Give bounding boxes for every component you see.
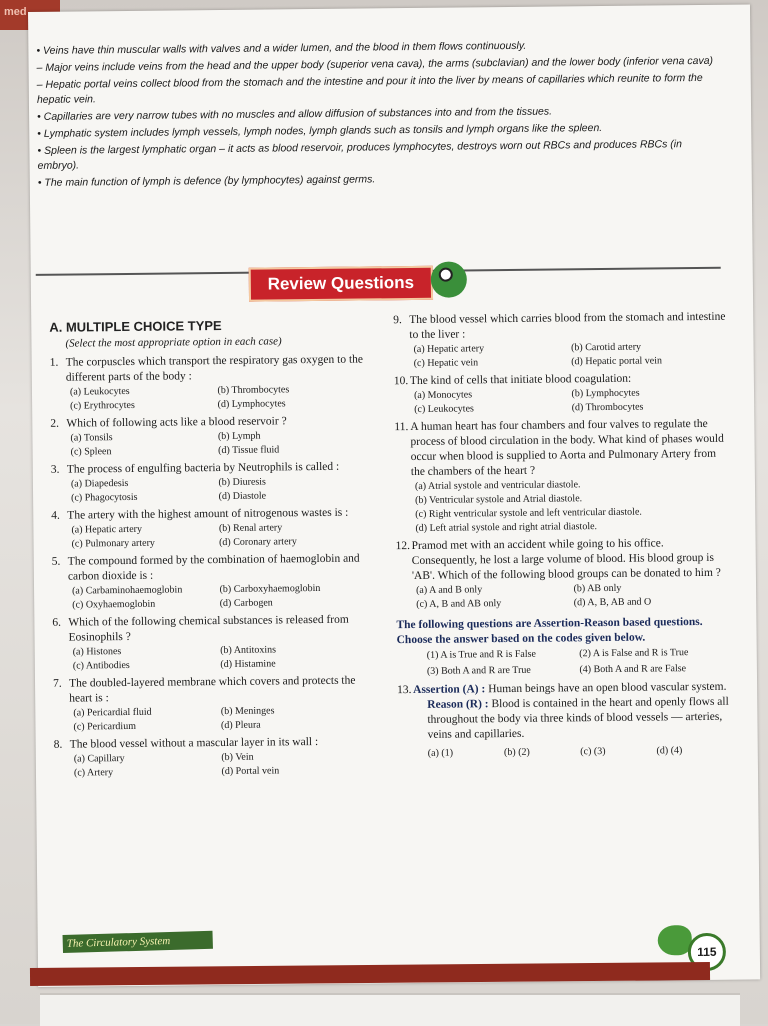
question-options <box>414 386 729 417</box>
question-options <box>72 581 367 612</box>
option-b: (b) Lymph <box>217 430 261 443</box>
question-item <box>52 551 368 612</box>
answer-codes <box>427 645 732 680</box>
left-questions <box>50 352 369 780</box>
question-number: 6. <box>52 616 62 629</box>
option-a: (a) Monocytes <box>413 389 473 401</box>
summary-line <box>37 71 717 108</box>
question-item <box>52 612 368 673</box>
option-a: (a) Leukocytes <box>69 385 130 398</box>
header-fragment: med <box>4 6 27 18</box>
summary-text: Hepatic portal veins collect blood from the stomach and the intestine and pour it into the liver by means of capillaries which reunite to form the hepatic vein. <box>36 71 703 106</box>
summary-bullet: • <box>36 44 41 57</box>
option-d: (d) Thrombocytes <box>571 401 644 414</box>
option-b: (b) Vein <box>221 751 254 764</box>
right-column <box>393 307 733 761</box>
answer-code: (4) Both A and R are False <box>579 663 687 676</box>
review-questions-banner: Review Questions <box>249 266 433 302</box>
summary-bullet: • <box>37 110 41 123</box>
question-stem: The corpuscles which transport the respiratory gas oxygen to the different parts of the body : <box>65 353 364 384</box>
option-a: (a) Hepatic artery <box>413 343 485 355</box>
assertion-text: Human beings have an open blood vascular system. <box>488 680 727 696</box>
question-item <box>51 459 366 505</box>
chapter-footer-tag <box>63 931 213 953</box>
question-13-options <box>428 743 733 761</box>
summary-bullet: • <box>37 176 42 189</box>
left-column <box>49 316 369 780</box>
option-d: (d) Carbogen <box>219 597 273 610</box>
option-b: (b) AB only <box>573 582 622 595</box>
question-stem: Which of the following chemical substances is released from Eosinophils ? <box>68 613 349 644</box>
option-c: (c) Phagocytosis <box>71 491 138 504</box>
option-b: (b) Meninges <box>220 705 275 718</box>
option-c: (c) Leukocytes <box>414 403 474 415</box>
option-c: (c) (3) <box>580 745 606 758</box>
question-number: 1. <box>49 356 59 369</box>
question-stem: The process of engulfing bacteria by Neutrophils is called : <box>66 460 340 476</box>
option-d: (d) Lymphocytes <box>217 398 286 411</box>
question-options <box>70 382 365 413</box>
summary-bullet: – <box>36 78 43 91</box>
summary-points <box>36 35 728 193</box>
assertion-reason-intro: The following questions are Assertion-Reason based questions. Choose the answer based on the codes given below. <box>396 615 703 647</box>
question-options <box>413 340 728 371</box>
question-stem: Pramod met with an accident while going to his office. Consequently, he lost a large volume of blood. His blood group is 'AB'. Which of the following blood groups can be donated to him ? <box>411 537 721 583</box>
option-d: (d) Diastole <box>218 490 267 503</box>
question-item <box>394 417 730 537</box>
question-stem: The blood vessel which carries blood from the stomach and intestine to the liver : <box>409 310 726 342</box>
section-a-title: A. MULTIPLE CHOICE TYPE <box>49 317 222 335</box>
reason-text: Blood is contained in the heart and openly flows all throughout the body via three kinds of blood vessels — arteries, veins and capillaries. <box>427 695 729 741</box>
summary-bullet: – <box>36 61 43 74</box>
option-b: (b) Renal artery <box>218 522 283 535</box>
section-a-subtitle: (Select the most appropriate option in each case) <box>65 335 282 350</box>
summary-text: Veins have thin muscular walls with valves and a wider lumen, and the blood in them flows continuously. <box>42 39 527 57</box>
chameleon-icon <box>431 261 467 297</box>
option-d: (d) Histamine <box>220 658 276 671</box>
option-a: (a) (1) <box>427 747 454 759</box>
question-item <box>53 673 369 734</box>
question-number: 2. <box>50 417 60 430</box>
chapter-name: The Circulatory System <box>66 934 171 950</box>
right-questions <box>393 310 731 612</box>
question-item <box>50 352 366 413</box>
option-c: (c) A, B and AB only <box>416 598 502 610</box>
option-c: (c) Erythrocytes <box>70 399 135 412</box>
question-options <box>416 581 731 612</box>
option-c: (c) Antibodies <box>72 659 130 672</box>
answer-code: (3) Both A and R are True <box>426 664 531 677</box>
page-number: 115 <box>688 933 726 971</box>
assertion-label: Assertion (A) : <box>413 683 486 697</box>
summary-bullet: • <box>37 144 42 157</box>
question-options <box>415 477 731 536</box>
answer-code: (2) A is False and R is True <box>579 647 689 660</box>
option-b: (b) Antitoxins <box>220 644 277 657</box>
summary-text: Spleen is the largest lymphatic organ – it acts as blood reservoir, produces lymphocytes, destroys worn out RBCs and produces RBCs (in embryo). <box>37 138 682 172</box>
question-13 <box>397 680 733 762</box>
question-number: 4. <box>51 509 60 522</box>
option-c: (c) Pericardium <box>73 720 137 733</box>
option-c: (c) Spleen <box>70 446 112 458</box>
summary-bullet: • <box>37 127 42 140</box>
option-a: (a) Atrial systole and ventricular diastole. <box>414 479 581 492</box>
option-c: (c) Right ventricular systole and left ventricular diastole. <box>415 506 642 520</box>
summary-text: Lymphatic system includes lymph vessels, lymph nodes, lymph glands such as tonsils and lymph organs like the spleen. <box>43 121 603 140</box>
option-a: (a) Carbaminohaemoglobin <box>72 584 183 597</box>
question-stem: A human heart has four chambers and four valves to regulate the process of blood circulation in the body. What kind of phases would occur when blood is supplied to Aorta and Pulmonary Artery from the chambers of the heart ? <box>410 417 724 479</box>
question-stem: The doubled-layered membrane which covers and protects the heart is : <box>68 674 356 705</box>
option-b: (b) Lymphocytes <box>571 387 640 400</box>
question-item <box>54 734 369 780</box>
option-a: (a) Capillary <box>73 753 125 765</box>
question-item <box>50 413 365 459</box>
question-number: 10. <box>393 375 409 388</box>
option-b: (b) Diuresis <box>218 476 266 489</box>
review-questions-header <box>249 262 449 304</box>
option-c: (c) Hepatic vein <box>413 357 479 369</box>
chameleon-footer-icon <box>658 925 692 955</box>
option-c: (c) Oxyhaemoglobin <box>72 598 156 611</box>
question-number: 5. <box>51 555 61 568</box>
option-d: (d) Coronary artery <box>219 536 297 549</box>
option-c: (c) Pulmonary artery <box>71 537 155 550</box>
summary-text: Capillaries are very narrow tubes with no muscles and allow diffusion of substances into and from the tissues. <box>43 105 553 123</box>
question-options <box>70 428 365 459</box>
question-stem: The compound formed by the combination of haemoglobin and carbon dioxide is : <box>67 552 360 583</box>
question-stem: Which of following acts like a blood reservoir ? <box>66 415 287 430</box>
book-page <box>28 4 760 987</box>
question-options <box>71 474 366 505</box>
question-number: 8. <box>53 738 63 751</box>
summary-text: Major veins include veins from the head and the upper body (superior vena cava), the arms (subclavian) and the lower body (inferior vena cava) <box>45 54 714 74</box>
option-d: (d) Tissue fluid <box>218 444 280 457</box>
option-a: (a) Hepatic artery <box>71 523 142 536</box>
summary-text: The main function of lymph is defence (by lymphocytes) against germs. <box>44 173 376 189</box>
question-item <box>396 536 732 613</box>
reason-label: Reason (R) : <box>427 698 489 711</box>
option-a: (a) A and B only <box>416 584 483 596</box>
option-b: (b) Carboxyhaemoglobin <box>219 582 321 596</box>
option-a: (a) Pericardial fluid <box>73 706 152 719</box>
option-d: (d) (4) <box>656 745 683 757</box>
question-number: 11. <box>394 421 409 434</box>
option-b: (b) Thrombocytes <box>217 384 290 397</box>
question-item <box>393 310 729 372</box>
option-a: (a) Diapedesis <box>70 477 129 490</box>
option-a: (a) Tonsils <box>70 432 113 444</box>
next-page-edge <box>40 993 740 1026</box>
question-stem: The blood vessel without a mascular layer in its wall : <box>69 736 319 751</box>
question-number: 9. <box>393 314 402 327</box>
option-b: (b) Carotid artery <box>570 341 642 354</box>
question-options <box>73 703 368 734</box>
answer-code: (1) A is True and R is False <box>426 648 536 661</box>
option-a: (a) Histones <box>72 646 122 658</box>
question-number: 13. <box>397 684 412 697</box>
question-options <box>74 749 369 780</box>
question-options <box>73 642 368 673</box>
question-options <box>71 520 366 551</box>
question-stem: The kind of cells that initiate blood coagulation: <box>409 372 632 388</box>
question-stem: The artery with the highest amount of nitrogenous wastes is : <box>67 506 349 522</box>
question-number: 12. <box>395 540 411 553</box>
option-d: (d) Pleura <box>220 719 261 732</box>
question-item <box>394 371 729 418</box>
question-item <box>51 505 366 551</box>
option-d: (d) Portal vein <box>221 765 280 778</box>
option-b: (b) Ventricular systole and Atrial diastole. <box>415 493 583 506</box>
option-d: (d) Hepatic portal vein <box>571 355 663 368</box>
summary-line <box>37 137 717 174</box>
option-d: (d) Left atrial systole and right atrial diastole. <box>415 521 598 534</box>
option-b: (b) (2) <box>503 746 530 759</box>
question-number: 7. <box>52 677 62 690</box>
question-number: 3. <box>50 463 60 476</box>
option-c: (c) Artery <box>73 767 114 779</box>
option-d: (d) A, B, AB and O <box>573 596 652 609</box>
